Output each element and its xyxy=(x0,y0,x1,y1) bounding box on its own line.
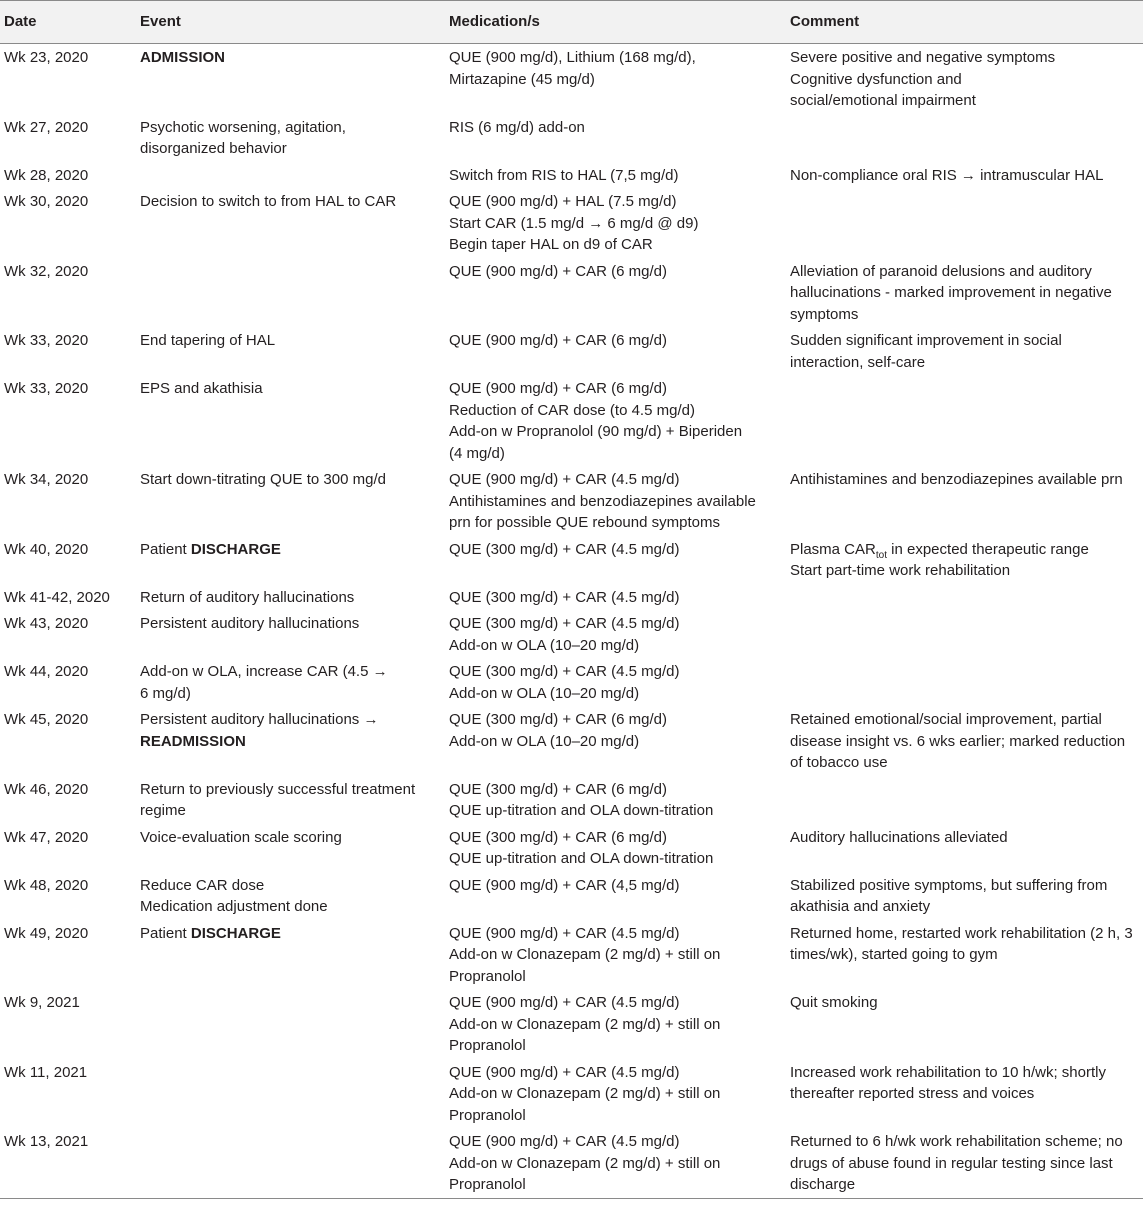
cell-date: Wk 9, 2021 xyxy=(4,994,80,1011)
comment-prefix-text: Plasma CAR xyxy=(790,540,876,558)
table-row xyxy=(0,824,1143,872)
cell-comment xyxy=(786,872,1143,920)
event-status-bold: DISCHARGE xyxy=(190,924,281,942)
cell-date: Wk 23, 2020 xyxy=(4,49,89,66)
table-row xyxy=(0,536,1143,584)
event-text: Psychotic worsening, agitation, disorganized behavior xyxy=(140,118,346,157)
cell-comment xyxy=(786,610,1143,658)
cell-date: Wk 48, 2020 xyxy=(4,876,89,894)
comment-text: Sudden significant improvement in social interaction, self-care xyxy=(790,332,1062,371)
cell-event xyxy=(136,536,445,584)
table-row xyxy=(0,920,1143,990)
event-text: Decision to switch to from HAL to CAR xyxy=(140,193,397,210)
table-row xyxy=(0,658,1143,706)
cell-medication: QUE (300 mg/d) + CAR (6 mg/d) QUE up-titration and OLA down-titration xyxy=(449,828,714,867)
cell-event xyxy=(136,1059,445,1129)
cell-event xyxy=(136,258,445,328)
table-row xyxy=(0,258,1143,328)
cell-medication: QUE (900 mg/d) + HAL (7.5 mg/d) Start CAR (1.5 mg/d → 6 mg/d @ d9) Begin taper HAL on d9 of CAR xyxy=(449,193,699,253)
event-text: Start down-titrating QUE to 300 mg/d xyxy=(140,471,386,488)
comment-text: Antihistamines and benzodiazepines available prn xyxy=(790,471,1123,488)
cell-medication: QUE (900 mg/d) + CAR (4.5 mg/d) Add-on w Clonazepam (2 mg/d) + still on Propranolol xyxy=(449,1133,721,1193)
table-row xyxy=(0,1059,1143,1129)
cell-event xyxy=(136,44,445,114)
cell-comment xyxy=(786,658,1143,706)
cell-medication: QUE (300 mg/d) + CAR (6 mg/d) QUE up-titration and OLA down-titration xyxy=(449,780,714,819)
cell-date: Wk 13, 2021 xyxy=(4,1133,89,1150)
table-row xyxy=(0,162,1143,189)
cell-date: Wk 33, 2020 xyxy=(4,380,89,397)
cell-comment xyxy=(786,188,1143,258)
event-text: Return of auditory hallucinations xyxy=(140,588,355,606)
cell-event xyxy=(136,610,445,658)
cell-medication: QUE (300 mg/d) + CAR (4.5 mg/d) xyxy=(449,540,680,558)
cell-date: Wk 32, 2020 xyxy=(4,262,89,280)
cell-medication: QUE (900 mg/d) + CAR (4,5 mg/d) xyxy=(449,876,680,894)
comment-text: Returned to 6 h/wk work rehabilitation scheme; no drugs of abuse found in regular testing since last discharge xyxy=(790,1133,1123,1193)
event-prefix-text: Patient xyxy=(140,540,191,558)
comment-text: Non-compliance oral RIS → intramuscular HAL xyxy=(790,166,1104,184)
cell-event xyxy=(136,162,445,189)
event-text: Persistent auditory hallucinations xyxy=(140,615,360,632)
cell-comment xyxy=(786,114,1143,162)
cell-medication: Switch from RIS to HAL (7,5 mg/d) xyxy=(449,166,679,184)
event-status-bold: ADMISSION xyxy=(140,49,226,66)
cell-comment xyxy=(786,584,1143,611)
table-row xyxy=(0,706,1143,776)
cell-event xyxy=(136,114,445,162)
cell-date: Wk 43, 2020 xyxy=(4,615,89,632)
table-row xyxy=(0,1128,1143,1198)
table-header xyxy=(0,1,1143,44)
event-text: Voice-evaluation scale scoring xyxy=(140,828,342,846)
comment-text: Auditory hallucinations alleviated xyxy=(790,828,1008,846)
table-row xyxy=(0,327,1143,375)
table-row xyxy=(0,989,1143,1059)
cell-comment xyxy=(786,989,1143,1059)
cell-comment xyxy=(786,536,1143,584)
cell-medication: QUE (900 mg/d) + CAR (6 mg/d) xyxy=(449,262,667,280)
table-row xyxy=(0,44,1143,114)
cell-event xyxy=(136,920,445,990)
event-text: Return to previously successful treatment regime xyxy=(140,780,416,819)
cell-event xyxy=(136,466,445,536)
cell-event xyxy=(136,776,445,824)
event-text: End tapering of HAL xyxy=(140,332,276,349)
header-medication: Medication/s xyxy=(449,13,540,31)
event-status-bold: DISCHARGE xyxy=(190,540,281,558)
cell-date: Wk 41-42, 2020 xyxy=(4,588,110,606)
cell-medication: QUE (300 mg/d) + CAR (4.5 mg/d) xyxy=(449,588,680,606)
cell-comment xyxy=(786,706,1143,776)
comment-text: Returned home, restarted work rehabilitation (2 h, 3 times/wk), started going to gym xyxy=(790,924,1133,963)
cell-medication: QUE (900 mg/d) + CAR (6 mg/d) Reduction of CAR dose (to 4.5 mg/d) Add-on w Propranolol (90 mg/d) + Biperiden (4 mg/d) xyxy=(449,380,743,462)
table-row xyxy=(0,114,1143,162)
comment-text: in expected therapeutic range Start part-time work rehabilitation xyxy=(790,540,1089,579)
comment-text: Quit smoking xyxy=(790,994,878,1011)
cell-medication: QUE (900 mg/d), Lithium (168 mg/d), Mirtazapine (45 mg/d) xyxy=(449,49,696,88)
header-date: Date xyxy=(4,13,37,31)
cell-date: Wk 11, 2021 xyxy=(4,1063,88,1081)
header-comment: Comment xyxy=(790,13,860,31)
cell-event xyxy=(136,706,445,776)
header-row xyxy=(0,1,1143,44)
cell-event xyxy=(136,375,445,466)
cell-event xyxy=(136,584,445,611)
cell-date: Wk 30, 2020 xyxy=(4,193,89,210)
table-row xyxy=(0,584,1143,611)
cell-event xyxy=(136,1128,445,1198)
cell-comment xyxy=(786,258,1143,328)
cell-comment xyxy=(786,327,1143,375)
cell-date: Wk 33, 2020 xyxy=(4,332,89,349)
header-event: Event xyxy=(140,13,181,31)
cell-event xyxy=(136,872,445,920)
comment-text: Increased work rehabilitation to 10 h/wk; shortly thereafter reported stress and voices xyxy=(790,1063,1106,1102)
cell-date: Wk 27, 2020 xyxy=(4,118,89,136)
cell-date: Wk 28, 2020 xyxy=(4,166,89,184)
table-row xyxy=(0,872,1143,920)
cell-date: Wk 47, 2020 xyxy=(4,828,89,846)
cell-comment xyxy=(786,824,1143,872)
cell-event xyxy=(136,824,445,872)
cell-medication: QUE (300 mg/d) + CAR (4.5 mg/d) Add-on w OLA (10–20 mg/d) xyxy=(449,615,680,654)
cell-comment xyxy=(786,1128,1143,1198)
comment-text: Alleviation of paranoid delusions and auditory hallucinations - marked improvement in negative symptoms xyxy=(790,262,1112,323)
cell-medication: QUE (900 mg/d) + CAR (4.5 mg/d) Add-on w Clonazepam (2 mg/d) + still on Propranolol xyxy=(449,924,721,985)
table-row xyxy=(0,610,1143,658)
cell-date: Wk 46, 2020 xyxy=(4,780,89,798)
cell-date: Wk 40, 2020 xyxy=(4,540,89,558)
cell-date: Wk 45, 2020 xyxy=(4,711,89,728)
cell-event xyxy=(136,658,445,706)
comment-text: Retained emotional/social improvement, partial disease insight vs. 6 wks earlier; marked reduction of tobacco use xyxy=(790,711,1126,771)
cell-comment xyxy=(786,920,1143,990)
event-text: Add-on w OLA, increase CAR (4.5 → 6 mg/d) xyxy=(140,663,388,702)
cell-medication: QUE (900 mg/d) + CAR (4.5 mg/d) Add-on w Clonazepam (2 mg/d) + still on Propranolol xyxy=(449,994,721,1054)
cell-medication: RIS (6 mg/d) add-on xyxy=(449,118,585,136)
event-text: EPS and akathisia xyxy=(140,380,263,397)
cell-event xyxy=(136,327,445,375)
cell-medication: QUE (300 mg/d) + CAR (6 mg/d) Add-on w OLA (10–20 mg/d) xyxy=(449,711,667,750)
event-prefix-text: Persistent auditory hallucinations → xyxy=(140,711,379,728)
cell-event xyxy=(136,188,445,258)
cell-date: Wk 49, 2020 xyxy=(4,924,89,942)
event-text: Reduce CAR dose Medication adjustment done xyxy=(140,876,328,915)
cell-comment xyxy=(786,776,1143,824)
table-row xyxy=(0,375,1143,466)
cell-comment xyxy=(786,1059,1143,1129)
comment-text: Stabilized positive symptoms, but suffering from akathisia and anxiety xyxy=(790,876,1108,915)
cell-comment xyxy=(786,162,1143,189)
table-row xyxy=(0,466,1143,536)
event-prefix-text: Patient xyxy=(140,924,191,942)
event-status-bold: READMISSION xyxy=(140,732,246,750)
cell-medication: QUE (900 mg/d) + CAR (6 mg/d) xyxy=(449,332,667,349)
cell-medication: QUE (900 mg/d) + CAR (4.5 mg/d) Add-on w Clonazepam (2 mg/d) + still on Propranolol xyxy=(449,1063,721,1124)
cell-comment xyxy=(786,466,1143,536)
cell-medication: QUE (900 mg/d) + CAR (4.5 mg/d) Antihistamines and benzodiazepines available prn for possible QUE rebound symptoms xyxy=(449,471,756,531)
cell-medication: QUE (300 mg/d) + CAR (4.5 mg/d) Add-on w OLA (10–20 mg/d) xyxy=(449,663,680,702)
cell-event xyxy=(136,989,445,1059)
cell-date: Wk 44, 2020 xyxy=(4,663,89,680)
table-row xyxy=(0,188,1143,258)
cell-comment xyxy=(786,44,1143,114)
table-row xyxy=(0,776,1143,824)
comment-subscript: tot xyxy=(875,549,887,561)
cell-comment xyxy=(786,375,1143,466)
table-body xyxy=(0,44,1143,1199)
comment-text: Severe positive and negative symptoms Cognitive dysfunction and social/emotional impairment xyxy=(790,49,1056,109)
cell-date: Wk 34, 2020 xyxy=(4,471,89,488)
